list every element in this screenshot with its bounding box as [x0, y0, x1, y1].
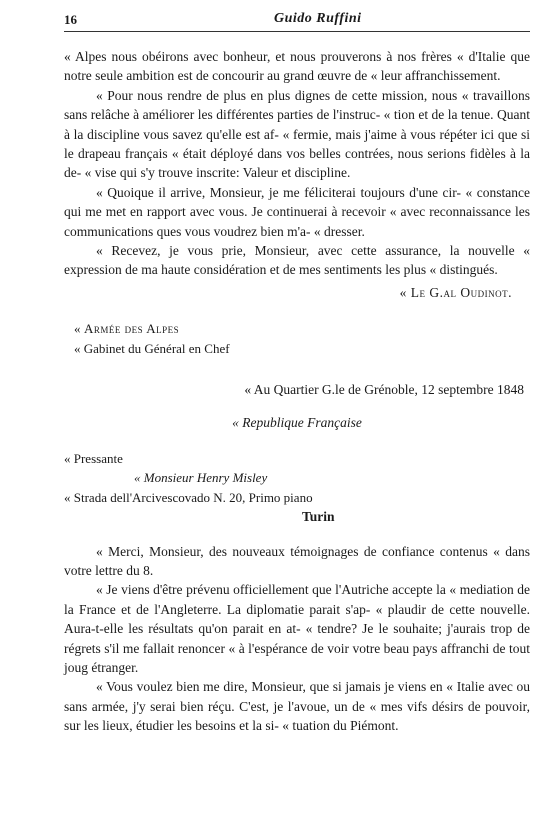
republic-heading: « Republique Française — [232, 414, 362, 430]
army-heading: « Armée des Alpes — [74, 321, 180, 337]
recipient-name: « Monsieur Henry Misley — [134, 470, 268, 486]
recipient-address: « Strada dell'Arcivescovado N. 20, Primo piano — [64, 489, 313, 505]
header-rule — [64, 31, 530, 32]
page-body — [64, 47, 530, 736]
running-title: Guido Ruffini — [274, 11, 362, 26]
urgency-note: « Pressante — [64, 450, 123, 466]
paragraph: « Je viens d'être prévenu officiellement que l'Autriche accepte la « mediation de la France et de l'Angleterre. La diplomatie parait s'ap- « plaudir de cette nouvelle. Aura-t-elle les résultats qu'on parait en at- « tendre? Je le souhaite; j'aurais trop de régrets s'il me fallait renoncer « à l'espérance de voir votre beau pays affranchi de tout joug étranger. — [64, 582, 530, 675]
paragraph: « Alpes nous obéirons avec bonheur, et nous prouverons à nos frères « d'Italie que notre seule ambition est de concourir au grand œuvre de « leur affranchissement. — [64, 49, 530, 84]
recipient-city: Turin — [302, 509, 335, 525]
paragraph: « Quoique il arrive, Monsieur, je me féliciterai toujours d'une cir- « constance qui me met en rapport avec vous. Je continuerai à recevoir « avec reconnaissance les communications ques vous voudrez bien m'a- « dresser. — [64, 184, 530, 239]
paragraph: « Vous voulez bien me dire, Monsieur, que si jamais je viens en « Italie avec ou sans armée, j'y serai bien réçu. C'est, je l'avoue, un de « mes vifs désirs de pouvoir, sur les lieux, étudier les besoins et la si- « tuation du Piémont. — [64, 679, 530, 734]
page-number: 16 — [64, 12, 77, 27]
paragraph: « Recevez, je vous prie, Monsieur, avec cette assurance, la nouvelle « expression de ma haute considération et de mes sentiments les plus « distingués. — [64, 243, 530, 278]
dateline: « Au Quartier G.le de Grénoble, 12 septembre 1848 — [244, 382, 524, 398]
page-header — [64, 10, 530, 32]
paragraph: « Pour nous rendre de plus en plus dignes de cette mission, nous « travaillons sans relâche à améliorer les différentes parties de l'instruc- « tion et de la tenue. Quant à la discipline vous savez qu'elle est af- « fermie, mais j'aime à vous répéter ici que si le drapeau français « était déployé dans vos belles contrées, nous serions fidèles à la de- « vise qui s'y trouve inscrite: Valeur et discipline. — [64, 87, 530, 181]
signature: « Le G.al Oudinot. — [399, 284, 512, 300]
cabinet-heading: « Gabinet du Général en Chef — [74, 340, 230, 356]
paragraph: « Merci, Monsieur, des nouveaux témoignages de confiance contenus « dans votre lettre du 8. — [64, 543, 530, 578]
